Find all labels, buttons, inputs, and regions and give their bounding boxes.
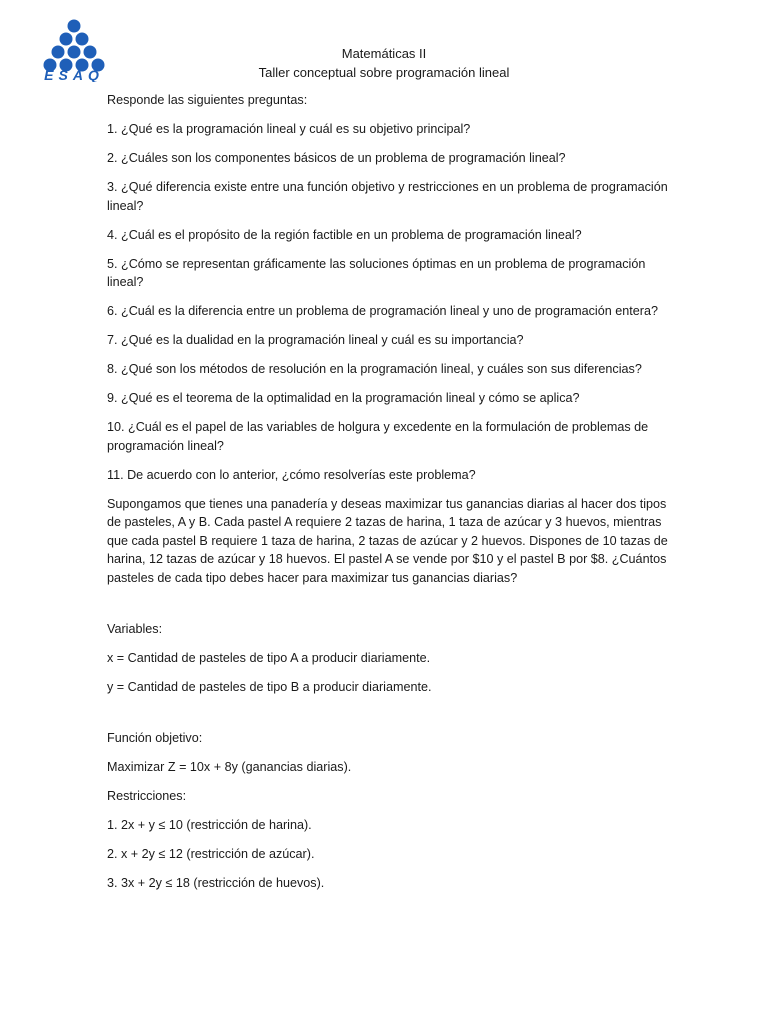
objective-function: Maximizar Z = 10x + 8y (ganancias diarias). xyxy=(107,759,352,774)
question-item: 8. ¿Qué son los métodos de resolución en la programación lineal, y cuáles son sus diferencias? xyxy=(107,362,642,376)
intro-text: Responde las siguientes preguntas: xyxy=(107,93,308,107)
question-item: 6. ¿Cuál es la diferencia entre un problema de programación lineal y uno de programación entera? xyxy=(107,304,658,318)
variable-x: x = Cantidad de pasteles de tipo A a producir diariamente. xyxy=(107,650,431,665)
svg-text:ESAQ: ESAQ xyxy=(44,67,104,82)
question-item: 11. De acuerdo con lo anterior, ¿cómo resolverías este problema? xyxy=(107,467,476,482)
constraint-item: 2. x + 2y ≤ 12 (restricción de azúcar). xyxy=(107,846,315,861)
constraints-heading: Restricciones: xyxy=(107,788,187,803)
question-item: 5. ¿Cómo se representan gráficamente las soluciones óptimas en un problema de programación lineal? xyxy=(107,256,646,289)
document-header xyxy=(200,44,568,82)
question-item: 1. ¿Qué es la programación lineal y cuál es su objetivo principal? xyxy=(107,122,471,136)
constraint-item: 1. 2x + y ≤ 10 (restricción de harina). xyxy=(107,817,312,832)
variables-heading: Variables: xyxy=(107,621,163,636)
question-item: 9. ¿Qué es el teorema de la optimalidad en la programación lineal y cómo se aplica? xyxy=(107,391,580,405)
esaq-logo xyxy=(38,18,110,82)
constraint-item: 3. 3x + 2y ≤ 18 (restricción de huevos). xyxy=(107,875,325,890)
document-body xyxy=(107,91,668,903)
variable-y: y = Cantidad de pasteles de tipo B a producir diariamente. xyxy=(107,679,432,694)
question-item: 2. ¿Cuáles son los componentes básicos de un problema de programación lineal? xyxy=(107,151,566,165)
question-item: 10. ¿Cuál es el papel de las variables de holgura y excedente en la formulación de problemas de programación lineal? xyxy=(107,420,649,453)
question-item: 3. ¿Qué diferencia existe entre una función objetivo y restricciones en un problema de programación lineal? xyxy=(107,180,668,213)
question-item: 4. ¿Cuál es el propósito de la región factible en un problema de programación lineal? xyxy=(107,227,582,242)
objective-heading: Función objetivo: xyxy=(107,730,203,745)
document-title: Taller conceptual sobre programación lineal xyxy=(258,65,510,80)
course-name: Matemáticas II xyxy=(341,46,427,61)
problem-statement: Supongamos que tienes una panadería y deseas maximizar tus ganancias diarias al hacer dos tipos de pasteles, A y B. Cada pastel A requiere 2 tazas de harina, 1 taza de azúcar y 3 huevos, mientras que cada pastel B requiere 1 taza de harina, 2 tazas de azúcar y 2 huevos. Dispones de 10 tazas de harina, 12 tazas de azúcar y 18 huevos. El pastel A se vende por $10 y el pastel B por $8. ¿Cuántos pasteles de cada tipo debes hacer para maximizar tus ganancias diarias? xyxy=(107,496,668,585)
question-item: 7. ¿Qué es la dualidad en la programación lineal y cuál es su importancia? xyxy=(107,333,524,347)
